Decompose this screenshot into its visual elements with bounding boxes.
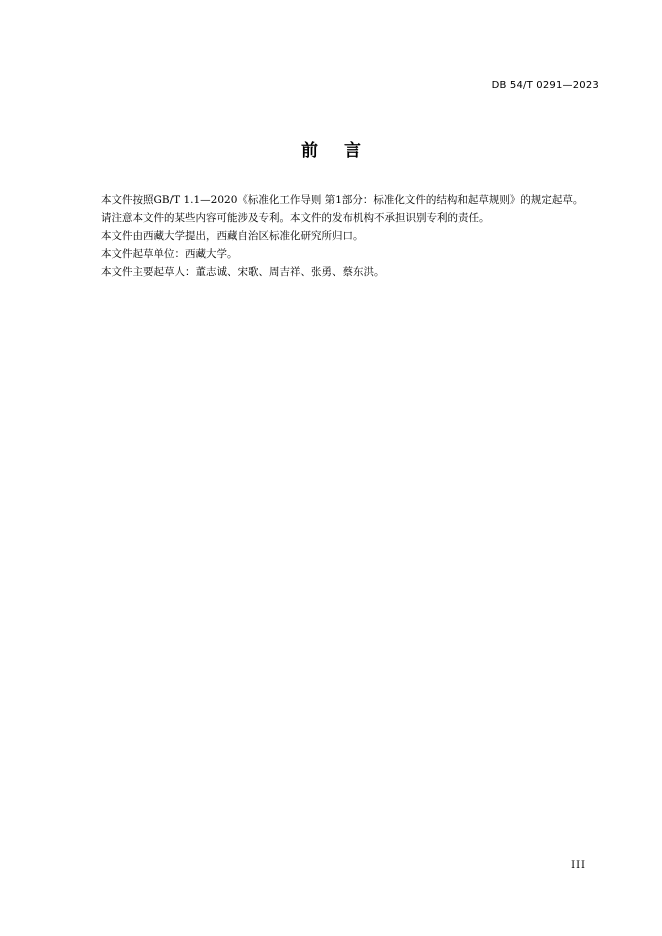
foreword-body [80,191,600,281]
paragraph-drafting-rules: 本文件按照GB/T 1.1—2020《标准化工作导则 第1部分：标准化文件的结构和起草规则》的规定起草。 [101,194,584,206]
document-code: DB 54/T 0291—2023 [491,80,599,91]
paragraph-drafters: 本文件主要起草人：董志诚、宋歌、周吉祥、张勇、蔡东洪。 [101,266,385,278]
paragraph-drafting-unit: 本文件起草单位：西藏大学。 [101,248,238,260]
page-title: 前言 [301,141,387,161]
paragraph-patent-notice: 请注意本文件的某些内容可能涉及专利。本文件的发布机构不承担识别专利的责任。 [101,212,490,224]
paragraph-proposer: 本文件由西藏大学提出，西藏自治区标准化研究所归口。 [101,230,364,242]
page-number: III [571,860,586,871]
